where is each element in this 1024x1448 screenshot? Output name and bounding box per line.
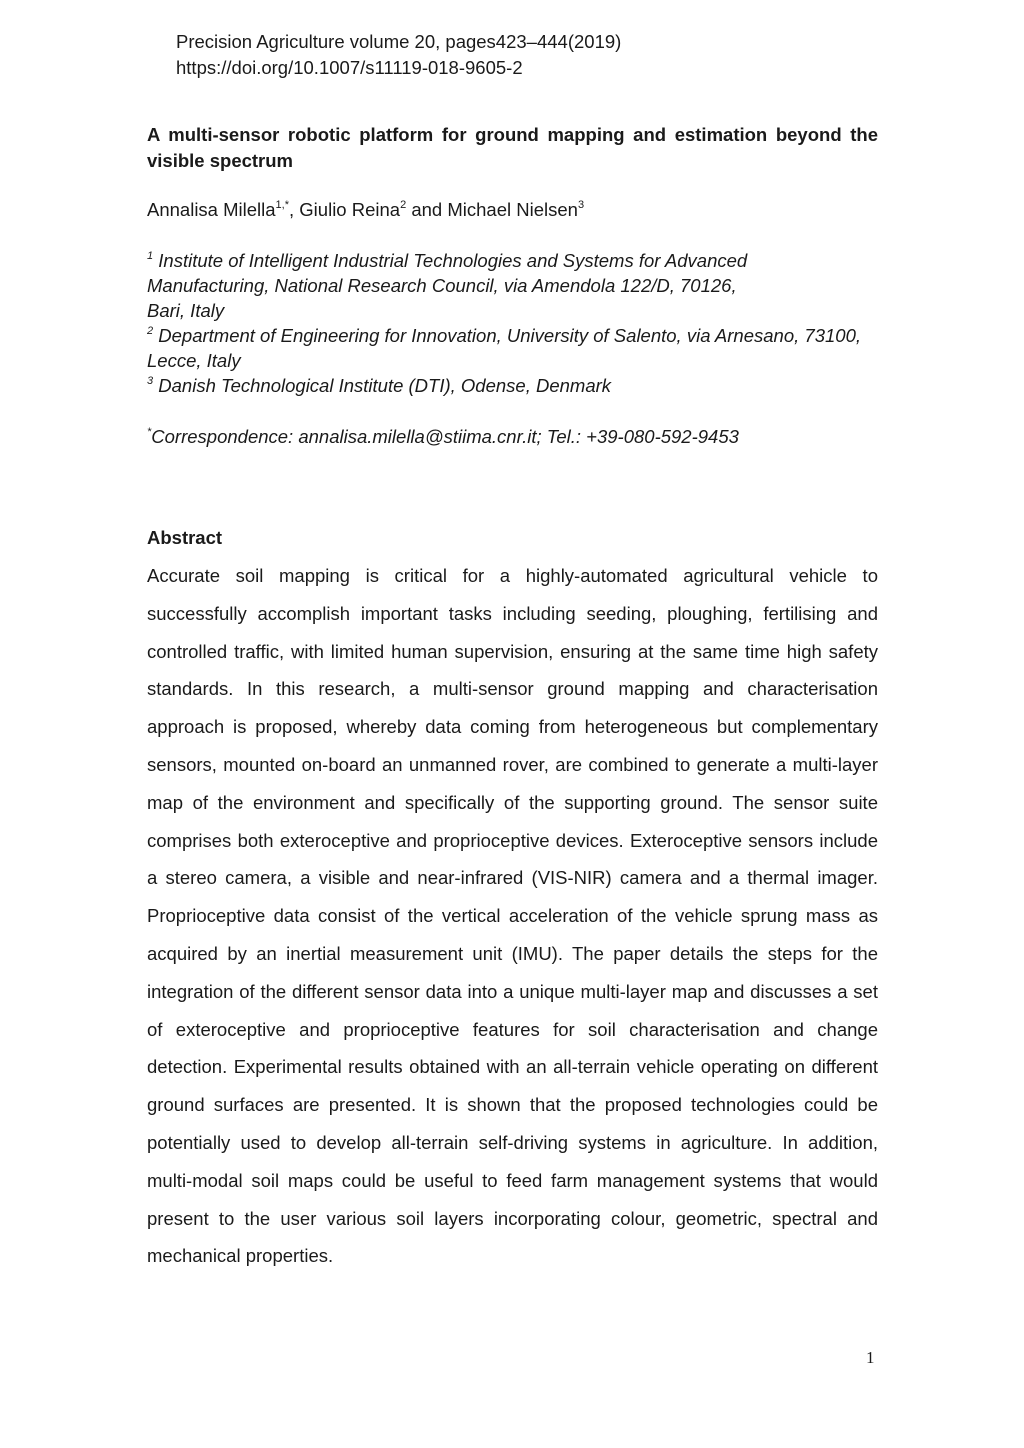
affiliation-3-line-1 <box>147 373 611 398</box>
affiliation-1-line-2: Manufacturing, National Research Council, via Amendola 122/D, 70126, <box>147 275 737 296</box>
author-affiliation-mark: 3 <box>577 199 585 211</box>
affiliation-2-line-2: Lecce, Italy <box>147 350 241 371</box>
correspondence-text: Correspondence: annalisa.milella@stiima.cnr.it; Tel.: +39-080-592-9453 <box>151 426 739 447</box>
affiliation-1-line-1 <box>147 248 747 273</box>
affiliation-mark: 2 <box>147 325 154 337</box>
author-affiliation-mark: 2 <box>400 199 407 211</box>
page-number: 1 <box>866 1348 875 1367</box>
author-separator: , <box>289 199 300 220</box>
affiliation-mark: 1 <box>147 250 154 262</box>
affiliation-1-line-3: Bari, Italy <box>147 300 225 321</box>
affiliation-mark: 3 <box>147 375 154 387</box>
correspondence <box>147 425 739 449</box>
journal-citation: Precision Agriculture volume 20, pages423–444(2019) <box>176 31 622 52</box>
author-name: Annalisa Milella <box>147 199 276 220</box>
affiliation-2-line-1 <box>147 323 861 348</box>
doi-link[interactable]: https://doi.org/10.1007/s11119-018-9605-2 <box>176 57 523 78</box>
paper-title: A multi-sensor robotic platform for ground mapping and estimation beyond the visible spectrum <box>147 124 878 171</box>
abstract-body: Accurate soil mapping is critical for a highly-automated agricultural vehicle to successfully accomplish important tasks including seeding, ploughing, fertilising and controlled traffic, with limited human supervision, ensuring at the same time high safety standards. In this research, a multi-sensor ground mapping and characterisation approach is proposed, whereby data coming from heterogeneous but complementary sensors, mounted on-board an unmanned rover, are combined to generate a multi-layer map of the environment and specifically of the supporting ground. The sensor suite comprises both exteroceptive and proprioceptive devices. Exteroceptive sensors include a stereo camera, a visible and near-infrared (VIS-NIR) camera and a thermal imager. Proprioceptive data consist of the vertical acceleration of the vehicle sprung mass as acquired by an inertial measurement unit (IMU). The paper details the steps for the integration of the different sensor data into a unique multi-layer map and discusses a set of exteroceptive and proprioceptive features for soil characterisation and change detection. Experimental results obtained with an all-terrain vehicle operating on different ground surfaces are presented. It is shown that the proposed technologies could be potentially used to develop all-terrain self-driving systems in agriculture. In addition, multi-modal soil maps could be useful to feed farm management systems that would present to the user various soil layers incorporating colour, geometric, spectral and mechanical properties. <box>147 565 878 1267</box>
affiliation-text: Department of Engineering for Innovation, University of Salento, via Arnesano, 73100, <box>158 325 861 346</box>
author-separator: and <box>406 199 448 220</box>
author-name: Giulio Reina <box>299 199 401 220</box>
author-list <box>147 198 584 222</box>
author-name: Michael Nielsen <box>447 199 578 220</box>
correspondence-mark: * <box>147 426 152 438</box>
affiliation-text: Institute of Intelligent Industrial Technologies and Systems for Advanced <box>158 250 748 271</box>
abstract-heading: Abstract <box>147 527 223 548</box>
author-affiliation-mark: 1,* <box>275 199 290 211</box>
affiliation-text: Danish Technological Institute (DTI), Odense, Denmark <box>158 375 612 396</box>
